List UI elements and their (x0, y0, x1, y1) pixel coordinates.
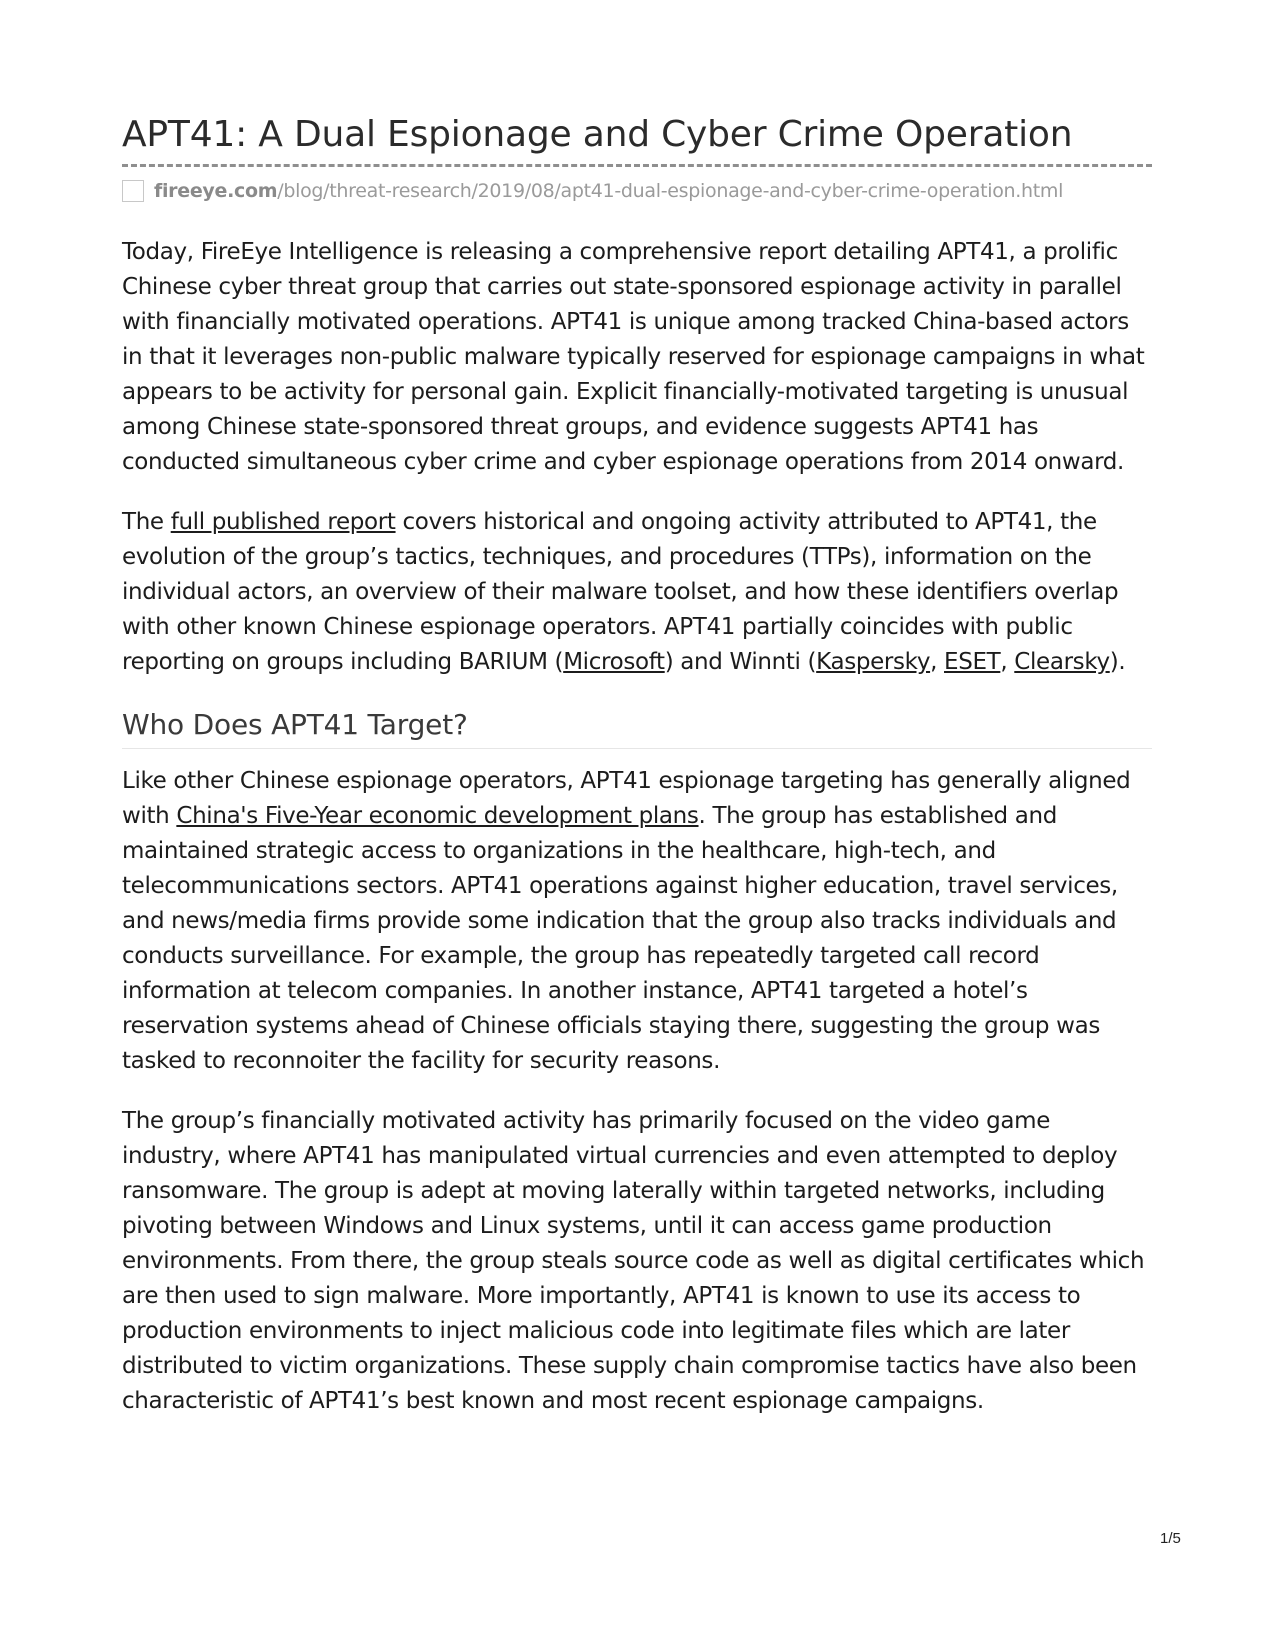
kaspersky-link[interactable]: Kaspersky (816, 649, 931, 675)
source-path: /blog/threat-research/2019/08/apt41-dual-espionage-and-cyber-crime-operation.html (277, 180, 1064, 202)
favicon-icon (122, 180, 144, 202)
paragraph-targeting (122, 764, 1152, 1079)
text-run: ) and Winnti ( (664, 649, 817, 675)
text-run: . The group has established and maintained strategic access to organizations in the healthcare, high-tech, and telecommunications sectors. APT41 operations against higher education, travel services, and news/media firms provide some indication that the group also tracks individuals and conducts surveillance. For example, the group has repeatedly targeted call record information at telecom companies. In another instance, APT41 targeted a hotel’s reservation systems ahead of Chinese officials staying there, suggesting the group was tasked to reconnoiter the facility for security reasons. (122, 803, 1118, 1074)
text-run: ). (1109, 649, 1126, 675)
page-title: APT41: A Dual Espionage and Cyber Crime Operation (122, 110, 1152, 167)
source-domain: fireeye.com (154, 180, 278, 202)
article (122, 110, 1152, 1444)
source-url[interactable] (154, 180, 1063, 202)
full-report-link[interactable]: full published report (170, 509, 396, 535)
paragraph-financial: The group’s financially motivated activity has primarily focused on the video game industry, where APT41 has manipulated virtual currencies and even attempted to deploy ransomware. The group is adept at moving laterally within targeted networks, including pivoting between Windows and Linux systems, until it can access game production environments. From there, the group steals source code as well as digital certificates which are then used to sign malware. More importantly, APT41 is known to use its access to production environments to inject malicious code into legitimate files which are later distributed to victim organizations. These supply chain compromise tactics have also been characteristic of APT41’s best known and most recent espionage campaigns. (122, 1108, 1145, 1414)
source-line (122, 177, 1152, 205)
text-run: , (930, 649, 945, 675)
text-run: covers historical and ongoing activity attributed to APT41, the evolution of the group’s tactics, techniques, and procedures (TTPs), information on the individual actors, an overview of their malware toolset, and how these identifiers overlap with other known Chinese espionage operators. APT41 partially coincides with public reporting on groups including BARIUM ( (122, 509, 1119, 675)
section-heading-target: Who Does APT41 Target? (122, 705, 1152, 749)
text-run: Like other Chinese espionage operators, APT41 espionage targeting has generally aligned with (122, 768, 1131, 829)
text-run: The (122, 509, 171, 535)
paragraph-report (122, 505, 1152, 680)
text-run: , (1000, 649, 1015, 675)
article-body (122, 235, 1152, 1419)
microsoft-link[interactable]: Microsoft (563, 649, 665, 675)
eset-link[interactable]: ESET (944, 649, 1001, 675)
clearsky-link[interactable]: Clearsky (1014, 649, 1110, 675)
five-year-plans-link[interactable]: China's Five-Year economic development plans (176, 803, 699, 829)
paragraph-intro: Today, FireEye Intelligence is releasing a comprehensive report detailing APT41, a prolific Chinese cyber threat group that carries out state-sponsored espionage activity in parallel with financially motivated operations. APT41 is unique among tracked China-based actors in that it leverages non-public malware typically reserved for espionage campaigns in what appears to be activity for personal gain. Explicit financially-motivated targeting is unusual among Chinese state-sponsored threat groups, and evidence suggests APT41 has conducted simultaneous cyber crime and cyber espionage operations from 2014 onward. (122, 239, 1145, 475)
page-number: 1/5 (1160, 1530, 1181, 1547)
